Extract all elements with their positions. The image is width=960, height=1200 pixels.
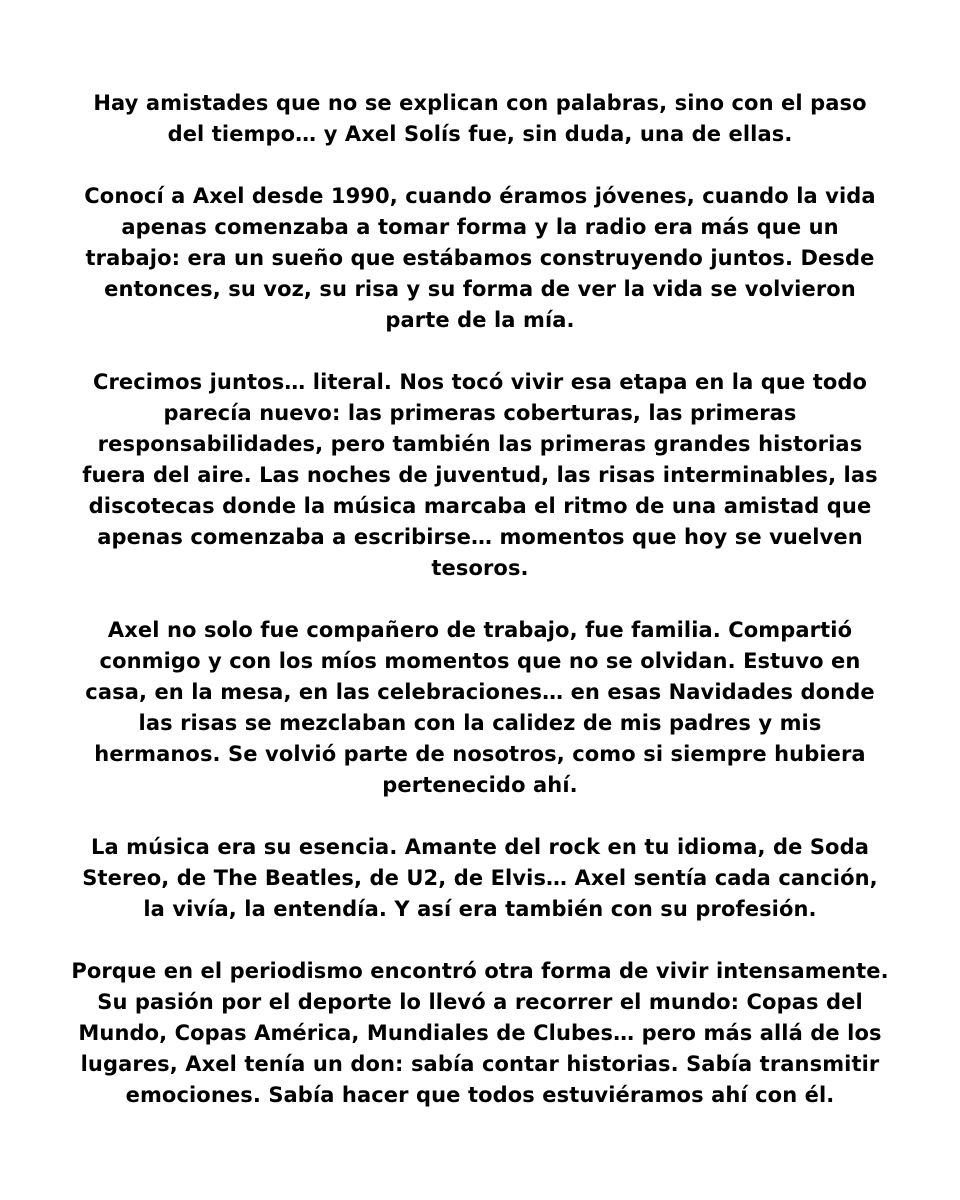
text-line: tesoros. bbox=[431, 556, 529, 580]
text-line: Hay amistades que no se explican con palabras, sino con el paso bbox=[93, 91, 867, 115]
paragraph-5 bbox=[60, 832, 900, 925]
text-line: Su pasión por el deporte lo llevó a recorrer el mundo: Copas del bbox=[97, 990, 863, 1014]
text-line: Mundo, Copas América, Mundiales de Clubes… pero más allá de los bbox=[78, 1021, 882, 1045]
text-line: Stereo, de The Beatles, de U2, de Elvis… Axel sentía cada canción, bbox=[82, 866, 878, 890]
text-line: Crecimos juntos… literal. Nos tocó vivir esa etapa en la que todo bbox=[92, 370, 868, 394]
paragraph-3 bbox=[60, 367, 900, 584]
text-line: parte de la mía. bbox=[385, 308, 575, 332]
paragraph-2 bbox=[60, 181, 900, 336]
text-line: La música era su esencia. Amante del rock en tu idioma, de Soda bbox=[91, 835, 869, 859]
text-line: fuera del aire. Las noches de juventud, las risas interminables, las bbox=[82, 463, 878, 487]
text-line: Conocí a Axel desde 1990, cuando éramos jóvenes, cuando la vida bbox=[84, 184, 876, 208]
paragraph-4 bbox=[60, 615, 900, 801]
text-line: Porque en el periodismo encontró otra forma de vivir intensamente. bbox=[71, 959, 889, 983]
text-line: del tiempo… y Axel Solís fue, sin duda, una de ellas. bbox=[167, 122, 793, 146]
text-line: hermanos. Se volvió parte de nosotros, como si siempre hubiera bbox=[94, 742, 866, 766]
text-line: la vivía, la entendía. Y así era también con su profesión. bbox=[143, 897, 817, 921]
text-line: apenas comenzaba a tomar forma y la radio era más que un bbox=[121, 215, 839, 239]
text-line: apenas comenzaba a escribirse… momentos que hoy se vuelven bbox=[97, 525, 863, 549]
paragraph-1 bbox=[60, 88, 900, 150]
text-line: conmigo y con los míos momentos que no se olvidan. Estuvo en bbox=[99, 649, 861, 673]
text-line: las risas se mezclaban con la calidez de mis padres y mis bbox=[138, 711, 822, 735]
text-line: responsabilidades, pero también las primeras grandes historias bbox=[97, 432, 863, 456]
tribute-text bbox=[60, 88, 900, 1111]
text-line: casa, en la mesa, en las celebraciones… en esas Navidades donde bbox=[85, 680, 875, 704]
text-line: emociones. Sabía hacer que todos estuviéramos ahí con él. bbox=[125, 1083, 835, 1107]
text-line: discotecas donde la música marcaba el ritmo de una amistad que bbox=[88, 494, 872, 518]
text-line: parecía nuevo: las primeras coberturas, las primeras bbox=[163, 401, 797, 425]
text-line: pertenecido ahí. bbox=[382, 773, 578, 797]
text-line: trabajo: era un sueño que estábamos construyendo juntos. Desde bbox=[85, 246, 875, 270]
text-line: Axel no solo fue compañero de trabajo, fue familia. Compartió bbox=[107, 618, 853, 642]
text-line: entonces, su voz, su risa y su forma de ver la vida se volvieron bbox=[104, 277, 856, 301]
text-line: lugares, Axel tenía un don: sabía contar historias. Sabía transmitir bbox=[80, 1052, 880, 1076]
paragraph-6 bbox=[60, 956, 900, 1111]
